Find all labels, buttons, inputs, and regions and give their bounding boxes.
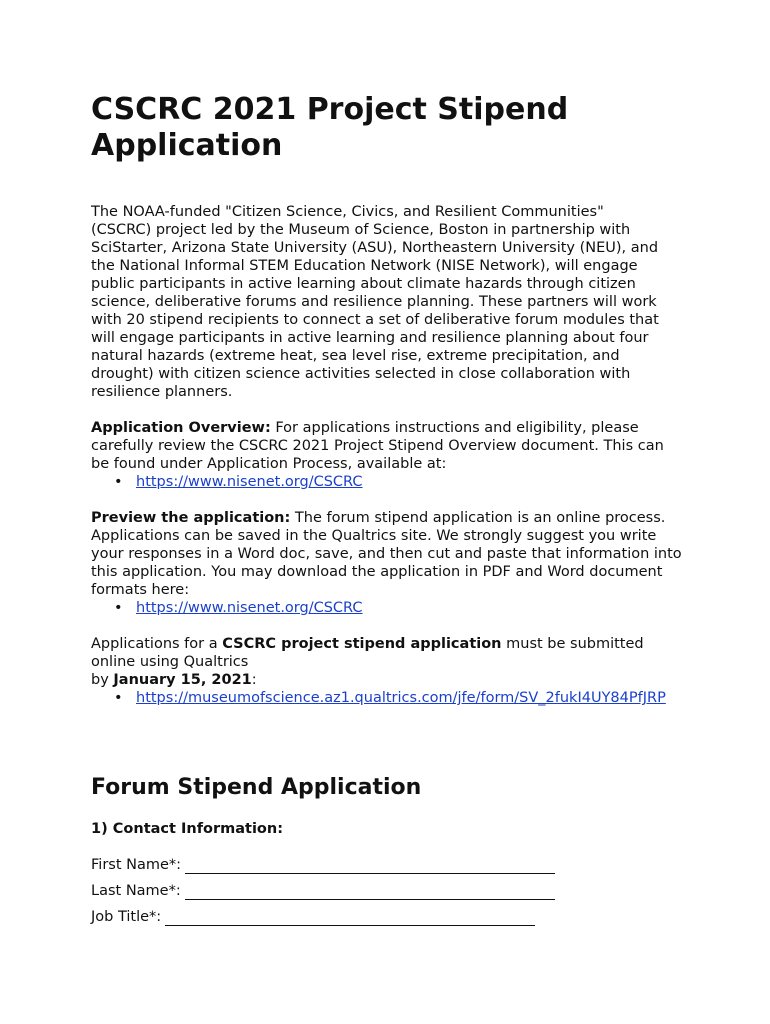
preview-text: The forum stipend application is an online process. Applications can be saved in the Qualtrics site. We strongly suggest you write your responses in a Word doc, save, and then cut and paste that information into this application. You may download the application in PDF and Word document formats here: <box>91 510 682 598</box>
job-title-field[interactable] <box>165 911 535 926</box>
overview-label: Application Overview: <box>91 420 271 436</box>
last-name-label: Last Name*: <box>91 883 181 899</box>
first-name-field[interactable] <box>185 859 555 874</box>
list-item <box>91 689 691 707</box>
submit-link-list <box>91 689 691 707</box>
form-title: Forum Stipend Application <box>91 775 422 800</box>
qualtrics-link[interactable]: https://museumofscience.az1.qualtrics.com/jfe/form/SV_2fukI4UY84PfJRP <box>136 690 666 706</box>
overview-link[interactable]: https://www.nisenet.org/CSCRC <box>136 474 363 490</box>
list-item <box>91 473 671 491</box>
list-item <box>91 599 691 617</box>
first-name-label: First Name*: <box>91 857 182 873</box>
submit-mid: must be submitted online using Qualtrics <box>91 636 644 670</box>
preview-link[interactable]: https://www.nisenet.org/CSCRC <box>136 600 363 616</box>
preview-link-list <box>91 599 691 617</box>
job-title-row <box>91 908 535 926</box>
submit-pre: Applications for a <box>91 636 223 652</box>
submission-section <box>91 635 691 707</box>
page-title: CSCRC 2021 Project Stipend Application <box>91 92 569 163</box>
first-name-row <box>91 856 555 874</box>
submit-date: January 15, 2021 <box>113 672 252 688</box>
submit-colon: : <box>251 672 257 688</box>
overview-text: For applications instructions and eligibility, please carefully review the CSCRC 2021 Project Stipend Overview document. This can be found under Application Process, available at: <box>91 420 664 472</box>
submit-by: by <box>91 672 114 688</box>
last-name-row <box>91 882 555 900</box>
intro-paragraph: The NOAA-funded "Citizen Science, Civics, and Resilient Communities" (CSCRC) project led by the Museum of Science, Boston in partnership with SciStarter, Arizona State University (ASU), Northeastern University (NEU), and the National Informal STEM Education Network (NISE Network), will engage public participants in active learning about climate hazards through citizen science, deliberative forums and resilience planning. These partners will work with 20 stipend recipients to connect a set of deliberative forum modules that will engage participants in active learning and resilience planning about four natural hazards (extreme heat, sea level rise, extreme precipitation, and drought) with citizen science activities selected in close collaboration with resilience planners. <box>91 204 659 400</box>
preview-label: Preview the application: <box>91 510 291 526</box>
application-overview-section <box>91 419 671 491</box>
job-title-label: Job Title*: <box>91 909 162 925</box>
overview-link-list <box>91 473 671 491</box>
last-name-field[interactable] <box>185 885 555 900</box>
contact-info-heading: 1) Contact Information: <box>91 821 283 837</box>
submit-bold: CSCRC project stipend application <box>222 636 502 652</box>
preview-section <box>91 509 691 617</box>
